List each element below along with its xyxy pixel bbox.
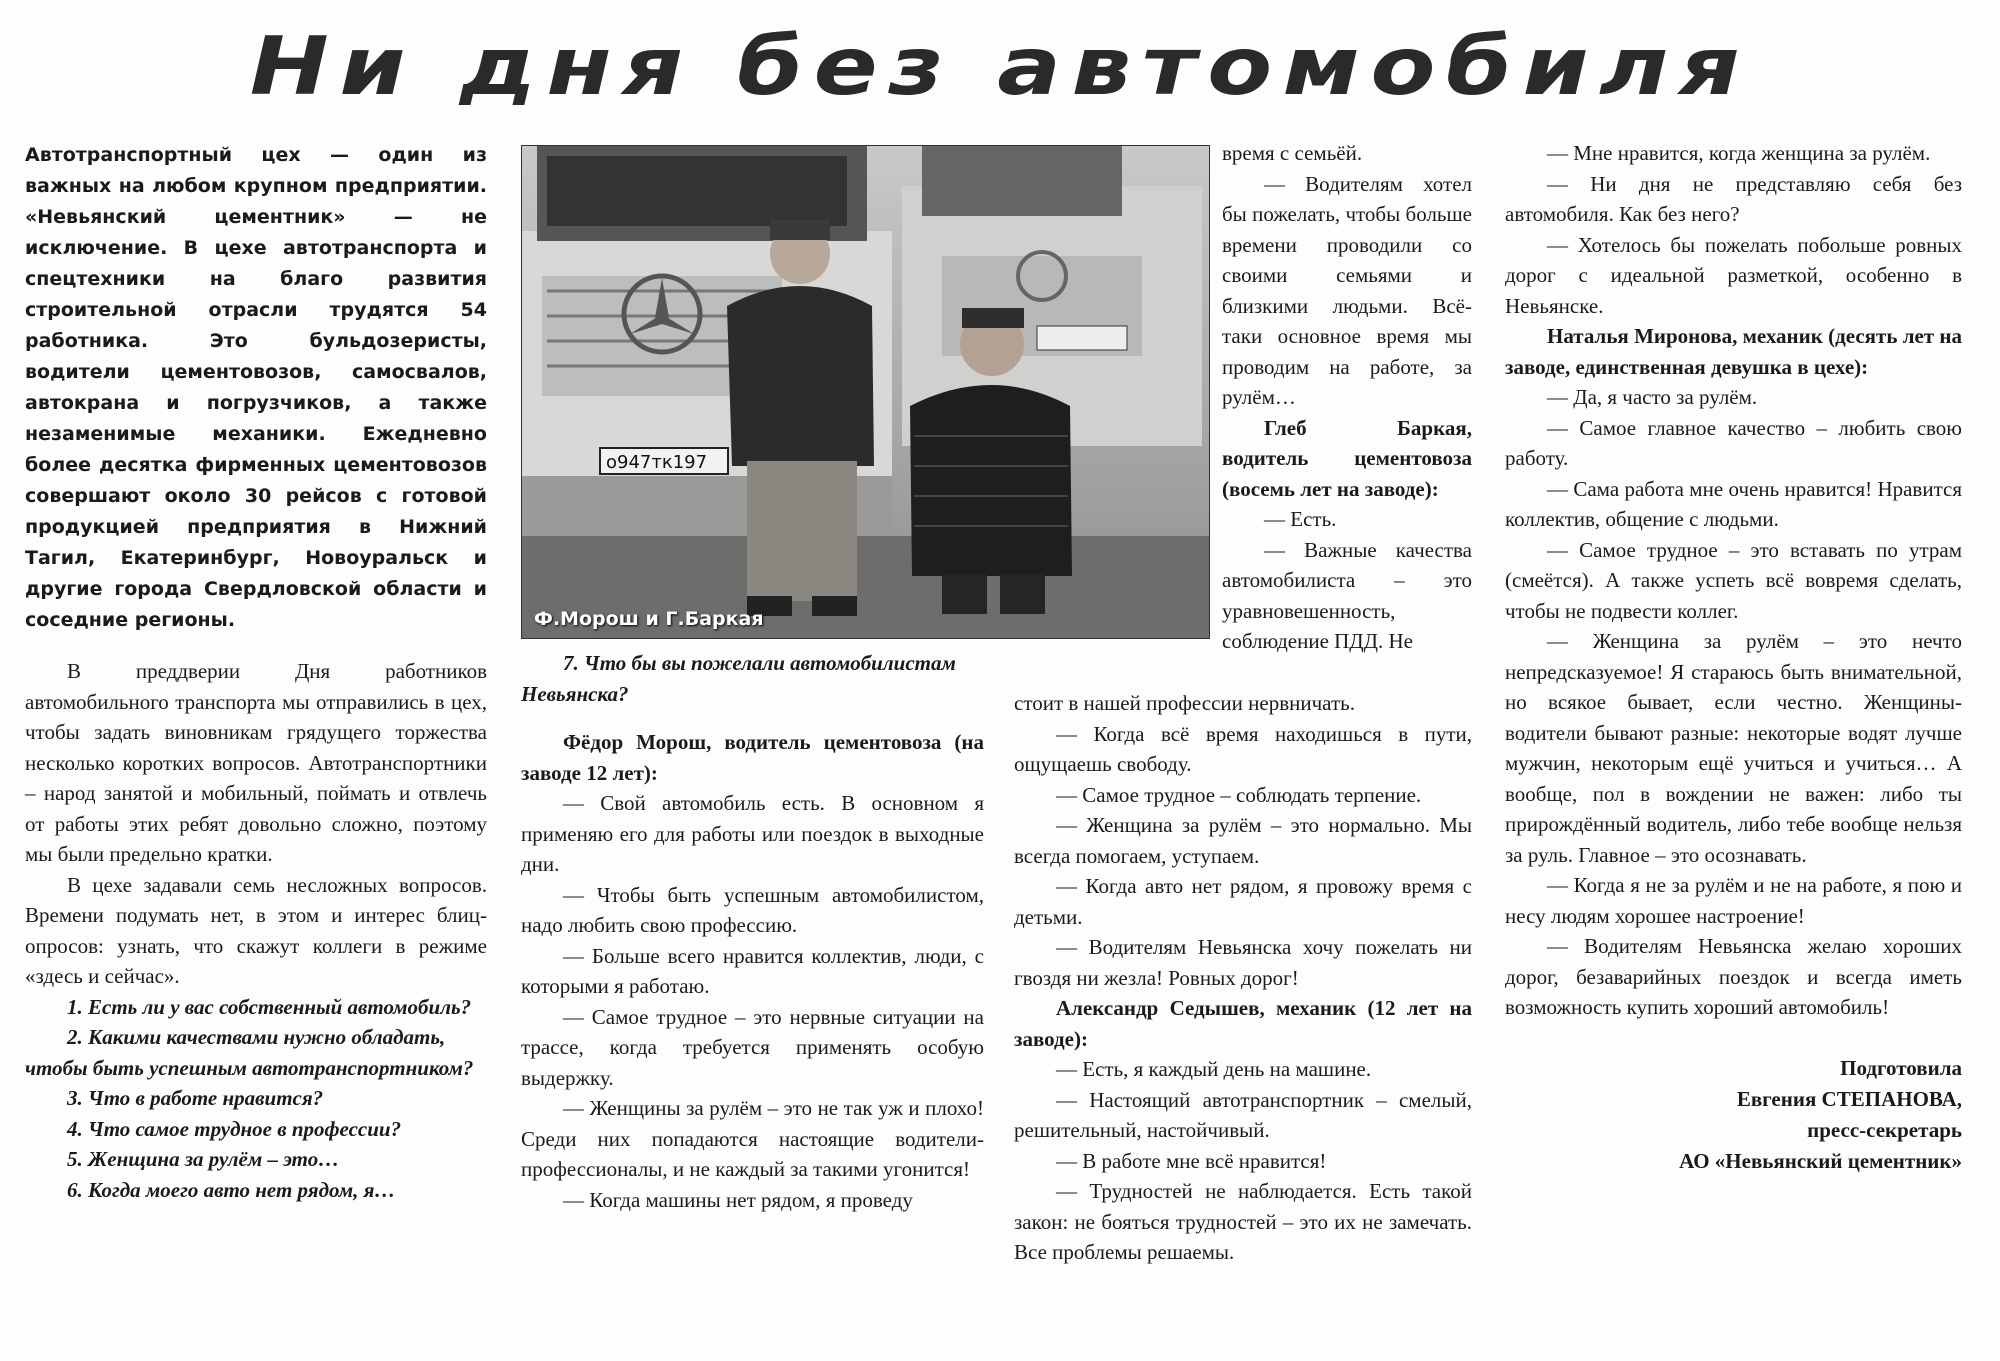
answer: — Водителям хотел бы пожелать, чтобы больше времени проводили со своими семьями и близкими людьми. Всё-таки основное время мы проводим на работе, за рулём…	[1222, 171, 1472, 409]
answer: — Когда всё время находишься в пути, ощущаешь свободу.	[1014, 721, 1472, 776]
trucks-drivers-illustration	[522, 146, 1209, 638]
interviewee-morosh: Фёдор Морош, водитель цементовоза (на заводе 12 лет):	[521, 730, 984, 785]
headline: Ни дня без автомобиля	[249, 20, 1751, 113]
signature-line: АО «Невьянский цементник»	[1679, 1148, 1962, 1173]
answer: — Настоящий автотранспортник – смелый, решительный, настойчивый.	[1014, 1087, 1472, 1142]
answer: — Ни дня не представляю себя без автомобиля. Как без него?	[1505, 171, 1962, 226]
license-plate: о947тк197	[606, 452, 708, 473]
answer: — В работе мне всё нравится!	[1056, 1148, 1327, 1173]
question-5: 5. Женщина за рулём – это…	[67, 1147, 340, 1171]
answer: — Женщина за рулём – это нечто непредсказуемое! Я стараюсь быть внимательной, но всякое бывает, если честно. Женщины-водители бывают разные: некоторые водят лучше мужчин, некоторым ещё учиться и учиться… А вообще, пол в вождении не важен: либо ты прирождённый водитель, либо тебе вообще нельзя за руль. Главное – это осознавать.	[1505, 629, 1962, 867]
intro-paragraph: В преддверии Дня работников автомобильного транспорта мы отправились в цех, чтобы задать виновникам грядущего торжества несколько коротких вопросов. Автотранспортники – народ занятой и мобильный, поймать и отвлечь от работы этих ребят довольно сложно, поэтому мы были предельно кратки.	[25, 659, 487, 866]
signature-line: пресс-секретарь	[1807, 1117, 1962, 1142]
answer: — Самое главное качество – любить свою работу.	[1505, 415, 1962, 470]
question-2: 2. Какими качествами нужно обладать, чтобы быть успешным автотранспортником?	[25, 1025, 474, 1080]
photo-caption: Ф.Морош и Г.Баркая	[534, 608, 764, 630]
answer: — Самое трудное – соблюдать терпение.	[1056, 782, 1422, 807]
answer: — Водителям Невьянска желаю хороших дорог, безаварийных поездок и всегда иметь возможность купить хороший автомобиль!	[1505, 934, 1962, 1019]
answer: — Трудностей не наблюдается. Есть такой закон: не бояться трудностей – это их не замечать. Все проблемы решаемы.	[1014, 1179, 1472, 1264]
answer-continuation: время с семьёй.	[1222, 141, 1363, 165]
question-3: 3. Что в работе нравится?	[67, 1086, 324, 1110]
interviewee-barkaya: Глеб Баркая, водитель цементовоза (восемь лет на заводе):	[1222, 415, 1472, 501]
answer: — Мне нравится, когда женщина за рулём.	[1547, 141, 1931, 165]
column-3-bottom	[1014, 688, 1472, 1268]
answer: — Хотелось бы пожелать побольше ровных дорог с идеальной разметкой, особенно в Невьянске.	[1505, 232, 1962, 318]
question-4: 4. Что самое трудное в профессии?	[67, 1116, 402, 1141]
answer: — Самое трудное – это вставать по утрам (смеётся). А также успеть всё вовремя сделать, чтобы не подвести коллег.	[1505, 537, 1962, 623]
question-7: 7. Что бы вы пожелали автомобилистам Невьянска?	[521, 651, 956, 706]
photo	[521, 145, 1210, 639]
signature-block	[1505, 1053, 1962, 1177]
answer: — Да, я часто за рулём.	[1547, 385, 1758, 409]
column-1	[25, 140, 487, 1205]
answer: — Важные качества автомобилиста – это уравновешенность, соблюдение ПДД. Не	[1222, 537, 1472, 653]
interviewee-mironova: Наталья Миронова, механик (десять лет на заводе, единственная девушка в цехе):	[1505, 324, 1962, 379]
column-4	[1505, 138, 1962, 1177]
answer: — Водителям Невьянска хочу пожелать ни гвоздя ни жезла! Ровных дорог!	[1014, 935, 1472, 990]
lead-paragraph: Автотранспортный цех — один из важных на любом крупном предприятии. «Невьянский цементник» — не исключение. В цехе автотранспорта и спецтехники на благо развития строительной отрасли трудятся 54 работника. Это бульдозеристы, водители цементовозов, самосвалов, автокрана и погрузчиков, а также незаменимые механики. Ежедневно более десятка фирменных цементовозов совершают около 30 рейсов с готовой продукцией предприятия в Нижний Тагил, Екатеринбург, Новоуральск и другие города Свердловской области и соседние регионы.	[25, 144, 487, 631]
column-2	[521, 648, 984, 1215]
intro-paragraph-2: В цехе задавали семь несложных вопросов. Времени подумать нет, в этом и интерес блиц-опросов: узнать, что скажут коллеги в режиме «здесь и сейчас».	[25, 872, 487, 988]
answer: — Больше всего нравится коллектив, люди, с которыми я работаю.	[521, 943, 984, 998]
answer: — Самое трудное – это нервные ситуации на трассе, когда требуется применять особую выдержку.	[521, 1004, 984, 1090]
answer: — Когда авто нет рядом, я провожу время с детьми.	[1014, 874, 1472, 929]
question-1: 1. Есть ли у вас собственный автомобиль?	[67, 994, 472, 1019]
column-3-top	[1222, 138, 1472, 657]
answer: — Сама работа мне очень нравится! Нравится коллектив, общение с людьми.	[1505, 476, 1962, 531]
answer: — Чтобы быть успешным автомобилистом, надо любить свою профессию.	[521, 882, 984, 937]
answer: — Есть.	[1264, 507, 1337, 531]
signature-line: Подготовила	[1840, 1055, 1962, 1080]
question-6: 6. Когда моего авто нет рядом, я…	[67, 1177, 396, 1202]
answer: — Есть, я каждый день на машине.	[1056, 1057, 1372, 1081]
answer: — Когда я не за рулём и не на работе, я пою и несу людям хорошее настроение!	[1505, 873, 1962, 928]
answer: — Женщина за рулём – это нормально. Мы всегда помогаем, уступаем.	[1014, 813, 1472, 868]
answer: — Свой автомобиль есть. В основном я применяю его для работы или поездок в выходные дни.	[521, 791, 984, 876]
interviewee-sedyshev: Александр Седышев, механик (12 лет на заводе):	[1014, 996, 1472, 1051]
answer: — Когда машины нет рядом, я проведу	[563, 1187, 913, 1212]
signature-line: Евгения СТЕПАНОВА,	[1736, 1086, 1962, 1111]
answer-continuation: стоит в нашей профессии нервничать.	[1014, 691, 1355, 715]
answer: — Женщины за рулём – это не так уж и плохо! Среди них попадаются настоящие водители-профессионалы, и не каждый за такими угонится!	[521, 1096, 984, 1181]
